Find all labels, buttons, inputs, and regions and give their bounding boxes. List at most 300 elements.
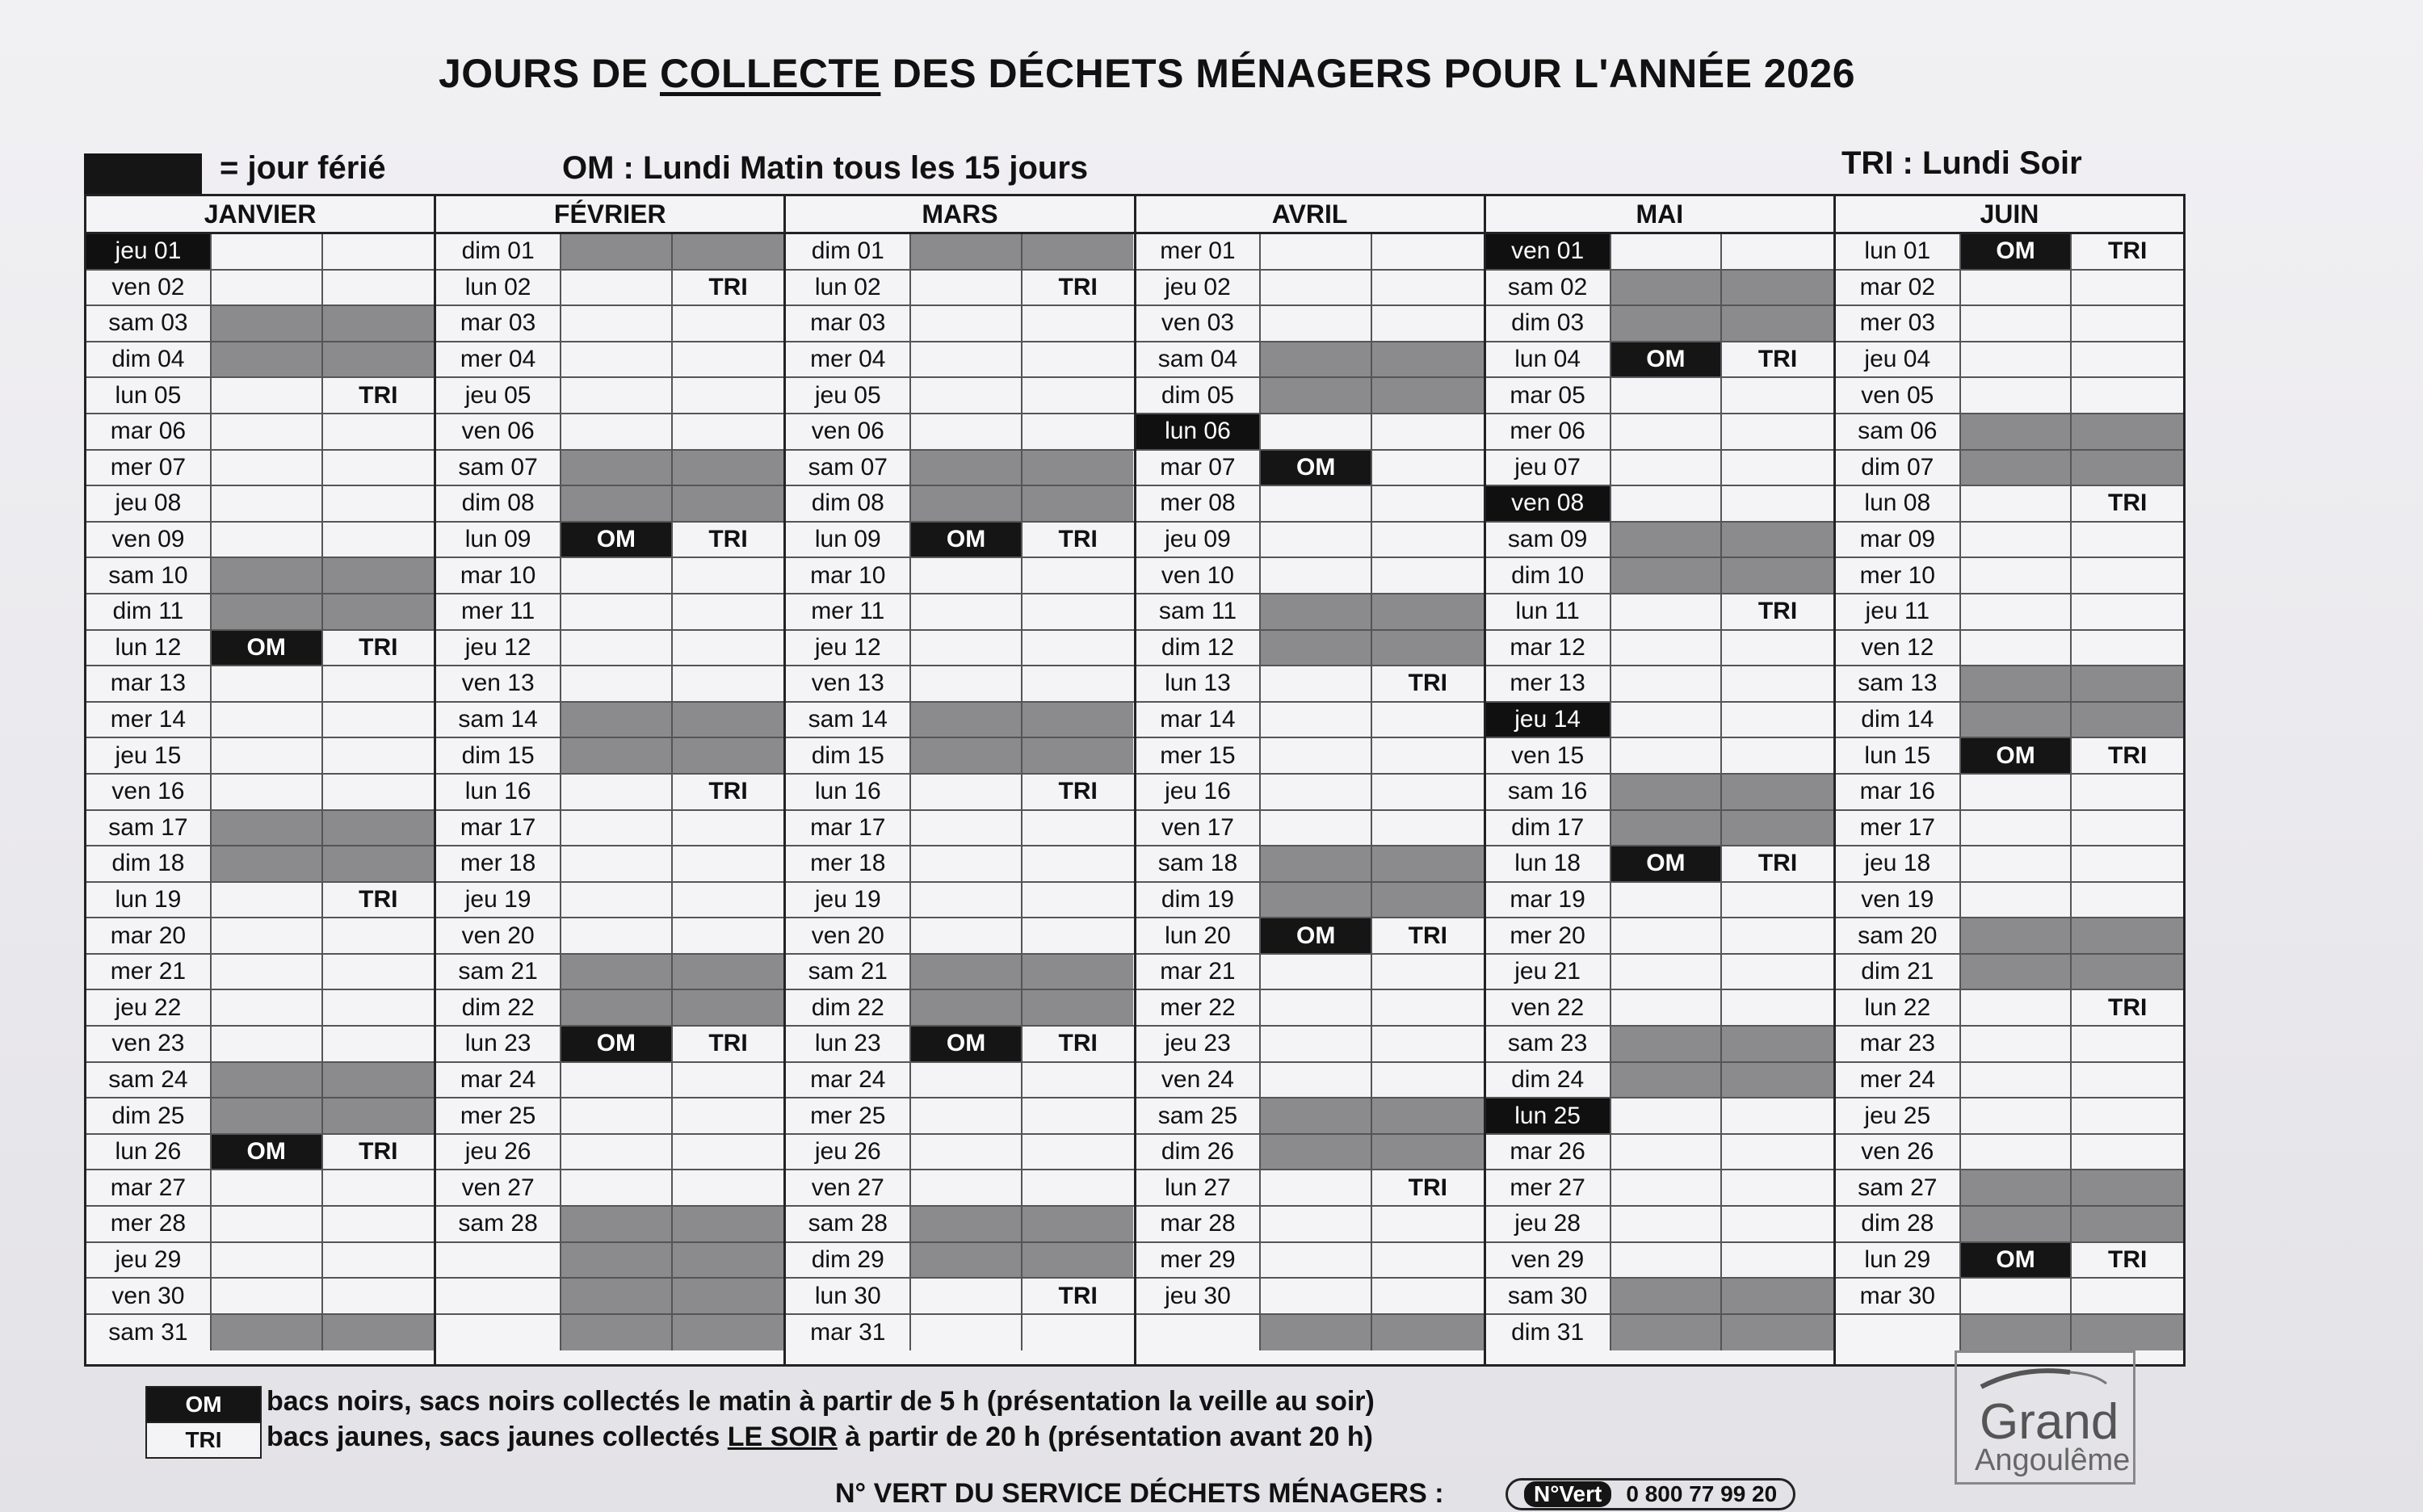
tri-cell — [673, 955, 784, 989]
tri-cell — [1372, 342, 1484, 377]
day-row — [1136, 594, 1484, 631]
tri-cell — [1722, 955, 1833, 989]
tri-cell — [2072, 1098, 2183, 1133]
day-row — [1486, 414, 1833, 451]
tri-cell — [2072, 523, 2183, 557]
day-row — [1836, 234, 2183, 271]
day-label: mar 23 — [1836, 1027, 1961, 1061]
tri-cell — [1023, 883, 1134, 918]
day-row — [1136, 990, 1484, 1027]
day-row — [1486, 594, 1833, 631]
day-label: mar 20 — [86, 918, 212, 953]
day-label: ven 01 — [1486, 234, 1611, 269]
om-cell — [212, 1098, 323, 1133]
tri-cell — [323, 558, 435, 593]
day-row — [1136, 414, 1484, 451]
om-cell — [561, 306, 673, 341]
om-cell — [1261, 1279, 1372, 1313]
day-label: sam 31 — [86, 1315, 212, 1351]
tri-cell — [1722, 523, 1833, 557]
day-row — [1836, 342, 2183, 379]
key-tri-underlined: LE SOIR — [727, 1422, 838, 1452]
day-label: mer 22 — [1136, 990, 1262, 1025]
om-cell — [212, 378, 323, 413]
om-cell — [212, 1207, 323, 1241]
om-cell — [911, 594, 1023, 629]
day-label: jeu 21 — [1486, 955, 1611, 989]
om-cell — [1611, 883, 1723, 918]
day-row — [1136, 1135, 1484, 1171]
om-cell — [1611, 271, 1723, 305]
om-cell — [1961, 631, 2072, 666]
tri-cell: TRI — [1058, 778, 1098, 805]
om-cell — [1261, 775, 1372, 809]
om-cell — [1611, 378, 1723, 413]
month-header: JUIN — [1836, 196, 2183, 234]
tri-cell — [323, 1098, 435, 1133]
day-row — [786, 1207, 1133, 1243]
om-cell — [561, 558, 673, 593]
om-cell: OM — [1961, 738, 2072, 773]
om-cell — [1961, 775, 2072, 809]
day-row — [786, 1027, 1133, 1063]
om-cell — [911, 918, 1023, 953]
day-label: dim 21 — [1836, 955, 1961, 989]
om-cell — [1611, 1315, 1723, 1351]
day-label: mer 11 — [786, 594, 911, 629]
om-cell — [212, 846, 323, 881]
day-label: ven 09 — [86, 523, 212, 557]
day-label: lun 23 — [786, 1027, 911, 1061]
om-cell — [212, 271, 323, 305]
om-cell — [1961, 918, 2072, 953]
day-label: mer 25 — [436, 1098, 561, 1133]
day-label: jeu 18 — [1836, 846, 1961, 881]
tri-cell — [673, 1315, 784, 1351]
om-cell — [561, 918, 673, 953]
om-cell — [1261, 666, 1372, 701]
om-cell — [911, 955, 1023, 989]
tri-cell — [1023, 234, 1134, 269]
om-cell — [1961, 1063, 2072, 1098]
day-label: sam 14 — [786, 703, 911, 737]
day-label: ven 15 — [1486, 738, 1611, 773]
om-cell — [561, 234, 673, 269]
tri-cell — [1372, 271, 1484, 305]
om-cell — [1261, 1207, 1372, 1241]
day-label: sam 21 — [786, 955, 911, 989]
om-cell — [911, 1135, 1023, 1170]
om-cell — [1961, 1098, 2072, 1133]
om-cell — [561, 594, 673, 629]
tri-cell — [1023, 738, 1134, 773]
tri-cell — [1372, 306, 1484, 341]
day-row — [1486, 775, 1833, 811]
om-cell — [911, 811, 1023, 846]
om-cell — [1611, 1098, 1723, 1133]
om-cell — [1961, 990, 2072, 1025]
day-label: dim 18 — [86, 846, 212, 881]
tri-cell — [1372, 1027, 1484, 1061]
om-cell — [1611, 1170, 1723, 1205]
collection-calendar-grid — [84, 194, 2186, 1367]
day-row — [786, 378, 1133, 414]
day-label — [1836, 1315, 1961, 1351]
day-row — [1486, 1135, 1833, 1171]
day-label: mar 03 — [436, 306, 561, 341]
day-row — [86, 414, 434, 451]
key-tri-post: à partir de 20 h (présentation avant 20 h) — [837, 1422, 1373, 1452]
day-label — [436, 1243, 561, 1278]
om-cell — [561, 883, 673, 918]
day-row — [1836, 1063, 2183, 1099]
month-column — [786, 196, 1136, 1364]
om-cell — [1261, 1063, 1372, 1098]
day-row — [1136, 306, 1484, 342]
om-cell: OM — [911, 1027, 1023, 1061]
om-cell — [212, 594, 323, 629]
day-row — [786, 414, 1133, 451]
day-label: dim 07 — [1836, 451, 1961, 485]
day-row — [786, 955, 1133, 991]
day-row — [1836, 594, 2183, 631]
day-row — [436, 523, 783, 559]
day-row — [1836, 378, 2183, 414]
om-cell — [1611, 1279, 1723, 1313]
tri-cell: TRI — [359, 381, 398, 409]
day-row — [1836, 775, 2183, 811]
day-label: mer 18 — [436, 846, 561, 881]
om-cell — [212, 451, 323, 485]
tri-cell — [1372, 523, 1484, 557]
day-row — [786, 738, 1133, 775]
day-row — [1136, 955, 1484, 991]
tri-cell — [323, 342, 435, 377]
day-label: jeu 01 — [86, 234, 212, 269]
day-row — [1486, 738, 1833, 775]
om-cell — [911, 883, 1023, 918]
day-row — [86, 1207, 434, 1243]
om-cell — [1261, 1135, 1372, 1170]
day-row — [1136, 1207, 1484, 1243]
day-row — [1836, 846, 2183, 883]
om-cell — [1611, 666, 1723, 701]
day-row — [86, 666, 434, 703]
om-cell — [1961, 342, 2072, 377]
day-label: ven 22 — [1486, 990, 1611, 1025]
day-row — [1136, 342, 1484, 379]
day-row — [1136, 811, 1484, 847]
tri-cell — [673, 631, 784, 666]
day-row — [1136, 1315, 1484, 1351]
om-cell — [911, 271, 1023, 305]
om-cell — [1961, 1315, 2072, 1351]
day-row — [86, 1279, 434, 1315]
day-label: lun 25 — [1486, 1098, 1611, 1133]
om-cell — [212, 811, 323, 846]
tri-cell — [1372, 1063, 1484, 1098]
tri-cell — [2072, 1170, 2183, 1205]
om-cell — [1961, 955, 2072, 989]
logo-swoosh-icon — [1973, 1364, 2119, 1396]
day-label: sam 21 — [436, 955, 561, 989]
om-cell — [1611, 451, 1723, 485]
tri-cell — [2072, 703, 2183, 737]
tri-cell — [1372, 703, 1484, 737]
day-label: mar 28 — [1136, 1207, 1262, 1241]
day-row — [1136, 1027, 1484, 1063]
day-row — [786, 990, 1133, 1027]
tri-cell — [1023, 594, 1134, 629]
tri-cell — [1372, 1207, 1484, 1241]
tri-cell — [2072, 1315, 2183, 1351]
day-label: jeu 19 — [436, 883, 561, 918]
tri-cell — [1023, 486, 1134, 521]
day-label: mar 17 — [786, 811, 911, 846]
day-row — [1486, 378, 1833, 414]
om-cell — [911, 234, 1023, 269]
day-row — [1836, 883, 2183, 919]
tri-cell — [323, 1279, 435, 1313]
day-label: mer 27 — [1486, 1170, 1611, 1205]
month-column — [1136, 196, 1486, 1364]
logo-text-grand: Grand — [1980, 1394, 2119, 1450]
day-row — [86, 846, 434, 883]
day-row — [86, 990, 434, 1027]
title-underlined: COLLECTE — [659, 51, 881, 96]
day-row — [1486, 883, 1833, 919]
tri-cell — [2072, 1135, 2183, 1170]
day-row — [436, 1243, 783, 1279]
month-column — [86, 196, 436, 1364]
day-row — [1836, 451, 2183, 487]
tri-cell — [1722, 1170, 1833, 1205]
om-cell — [212, 1027, 323, 1061]
day-label: dim 25 — [86, 1098, 212, 1133]
day-row — [1836, 486, 2183, 523]
om-cell — [1261, 631, 1372, 666]
day-label: jeu 12 — [436, 631, 561, 666]
day-label: jeu 07 — [1486, 451, 1611, 485]
tri-cell — [323, 990, 435, 1025]
om-cell — [1961, 451, 2072, 485]
day-label: sam 24 — [86, 1063, 212, 1098]
tri-cell — [2072, 1063, 2183, 1098]
tri-cell — [1372, 738, 1484, 773]
tri-cell — [2072, 1027, 2183, 1061]
day-label: dim 15 — [786, 738, 911, 773]
day-row — [1136, 883, 1484, 919]
day-label: dim 24 — [1486, 1063, 1611, 1098]
day-row — [86, 378, 434, 414]
om-cell — [1961, 1279, 2072, 1313]
page-title — [0, 50, 2294, 97]
om-cell — [911, 1207, 1023, 1241]
tri-cell — [673, 1243, 784, 1278]
tri-cell — [323, 1243, 435, 1278]
day-row — [1486, 918, 1833, 955]
om-cell — [212, 558, 323, 593]
om-cell — [1611, 811, 1723, 846]
day-row — [1136, 523, 1484, 559]
day-label: jeu 22 — [86, 990, 212, 1025]
day-row — [1486, 631, 1833, 667]
om-cell — [911, 1279, 1023, 1313]
om-cell — [1961, 558, 2072, 593]
day-row — [436, 1063, 783, 1099]
day-label: mer 21 — [86, 955, 212, 989]
tri-cell — [1722, 1098, 1833, 1133]
day-row — [786, 1279, 1133, 1315]
day-row — [86, 234, 434, 271]
tri-cell — [673, 414, 784, 449]
om-cell — [561, 1207, 673, 1241]
tri-cell: TRI — [359, 885, 398, 913]
tri-cell — [1722, 558, 1833, 593]
tri-cell — [1722, 775, 1833, 809]
day-label: ven 02 — [86, 271, 212, 305]
day-label: mar 24 — [786, 1063, 911, 1098]
day-row — [86, 1098, 434, 1135]
day-row — [436, 775, 783, 811]
tri-cell — [323, 1063, 435, 1098]
tri-cell — [1372, 414, 1484, 449]
day-label: mar 26 — [1486, 1135, 1611, 1170]
om-cell — [212, 775, 323, 809]
day-row — [1486, 846, 1833, 883]
tri-cell: TRI — [708, 526, 748, 553]
day-label: ven 24 — [1136, 1063, 1262, 1098]
om-cell — [1611, 918, 1723, 953]
day-label: lun 06 — [1136, 414, 1262, 449]
day-row — [86, 271, 434, 307]
day-row — [86, 523, 434, 559]
day-row — [436, 1170, 783, 1207]
day-row — [1136, 631, 1484, 667]
day-label: lun 29 — [1836, 1243, 1961, 1278]
day-label: sam 10 — [86, 558, 212, 593]
day-label: dim 31 — [1486, 1315, 1611, 1351]
day-label — [436, 1315, 561, 1351]
tri-cell: TRI — [1058, 1282, 1098, 1309]
om-cell — [212, 738, 323, 773]
tri-cell — [1023, 1315, 1134, 1351]
day-row — [1136, 846, 1484, 883]
day-label: dim 08 — [786, 486, 911, 521]
day-row — [1136, 234, 1484, 271]
day-label: jeu 04 — [1836, 342, 1961, 377]
day-row — [1136, 1098, 1484, 1135]
day-label: mar 10 — [436, 558, 561, 593]
day-label: ven 27 — [436, 1170, 561, 1205]
tri-cell — [1722, 1063, 1833, 1098]
day-label: dim 11 — [86, 594, 212, 629]
day-row — [1836, 1207, 2183, 1243]
tri-cell — [323, 414, 435, 449]
day-label: dim 15 — [436, 738, 561, 773]
month-header: FÉVRIER — [436, 196, 783, 234]
day-label: jeu 02 — [1136, 271, 1262, 305]
day-label: dim 28 — [1836, 1207, 1961, 1241]
tri-cell — [323, 703, 435, 737]
day-label: ven 17 — [1136, 811, 1262, 846]
day-row — [436, 883, 783, 919]
month-column — [1836, 196, 2183, 1364]
day-label: jeu 11 — [1836, 594, 1961, 629]
om-cell — [911, 342, 1023, 377]
day-row — [786, 234, 1133, 271]
om-cell — [911, 1243, 1023, 1278]
day-label: mar 14 — [1136, 703, 1262, 737]
day-label: lun 15 — [1836, 738, 1961, 773]
green-number-pill — [1505, 1478, 1795, 1510]
tri-cell — [323, 451, 435, 485]
om-cell — [212, 486, 323, 521]
om-cell — [911, 378, 1023, 413]
tri-cell — [1722, 1135, 1833, 1170]
day-label: ven 23 — [86, 1027, 212, 1061]
om-cell — [1611, 990, 1723, 1025]
day-label: jeu 29 — [86, 1243, 212, 1278]
day-row — [1486, 1207, 1833, 1243]
day-row — [1836, 955, 2183, 991]
om-cell — [212, 990, 323, 1025]
day-label — [436, 1279, 561, 1313]
day-row — [436, 378, 783, 414]
day-label: sam 28 — [436, 1207, 561, 1241]
om-cell: OM — [212, 1135, 323, 1170]
om-cell — [1261, 738, 1372, 773]
tri-cell — [323, 271, 435, 305]
day-row — [86, 811, 434, 847]
day-label: sam 11 — [1136, 594, 1262, 629]
om-cell — [911, 990, 1023, 1025]
day-label: mar 05 — [1486, 378, 1611, 413]
tri-cell — [1722, 1315, 1833, 1351]
om-cell — [1261, 306, 1372, 341]
om-cell — [1611, 558, 1723, 593]
tri-cell — [323, 1027, 435, 1061]
legend-tri: TRI : Lundi Soir — [1841, 145, 2082, 181]
tri-cell: TRI — [1058, 526, 1098, 553]
key-om-badge: OM — [145, 1386, 262, 1423]
day-row — [86, 1243, 434, 1279]
om-cell — [1261, 378, 1372, 413]
tri-cell — [2072, 811, 2183, 846]
day-row — [436, 811, 783, 847]
om-cell — [1961, 1027, 2072, 1061]
om-cell — [1961, 306, 2072, 341]
day-label: sam 07 — [786, 451, 911, 485]
tri-cell — [1023, 1207, 1134, 1241]
om-cell — [911, 775, 1023, 809]
day-label: lun 26 — [86, 1135, 212, 1170]
tri-cell — [673, 306, 784, 341]
day-row — [1486, 1063, 1833, 1099]
om-cell — [1961, 1170, 2072, 1205]
om-cell — [212, 703, 323, 737]
tri-cell — [2072, 271, 2183, 305]
day-label: mar 07 — [1136, 451, 1262, 485]
tri-cell — [673, 1279, 784, 1313]
om-cell — [911, 666, 1023, 701]
om-cell — [212, 918, 323, 953]
tri-cell — [1372, 558, 1484, 593]
day-label: lun 20 — [1136, 918, 1262, 953]
om-cell — [561, 1315, 673, 1351]
om-cell — [212, 306, 323, 341]
month-header: MAI — [1486, 196, 1833, 234]
